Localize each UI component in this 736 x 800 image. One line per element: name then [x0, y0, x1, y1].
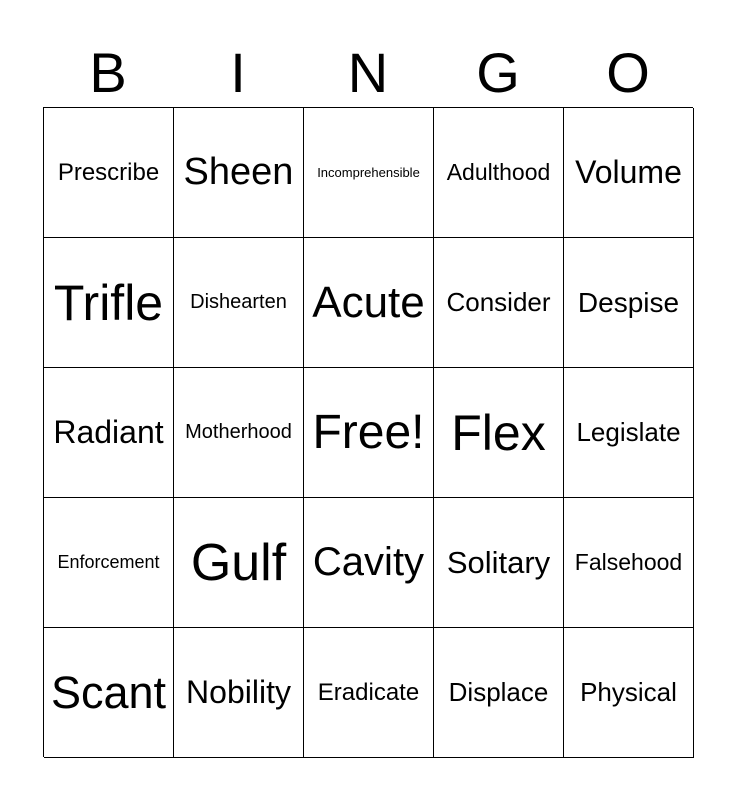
- bingo-cell[interactable]: Scant: [44, 628, 174, 758]
- bingo-cell[interactable]: Motherhood: [174, 368, 304, 498]
- bingo-cell[interactable]: Legislate: [564, 368, 694, 498]
- header-letter-b: B: [89, 41, 127, 104]
- header-letter-n: N: [347, 41, 389, 104]
- bingo-cell[interactable]: Prescribe: [44, 108, 174, 238]
- bingo-cell[interactable]: Volume: [564, 108, 694, 238]
- bingo-cell[interactable]: Nobility: [174, 628, 304, 758]
- bingo-cell[interactable]: Radiant: [44, 368, 174, 498]
- bingo-cell[interactable]: Eradicate: [304, 628, 434, 758]
- bingo-cell[interactable]: Falsehood: [564, 498, 694, 628]
- bingo-cell[interactable]: Adulthood: [434, 108, 564, 238]
- header-letter-i: I: [230, 41, 246, 104]
- bingo-cell[interactable]: Consider: [434, 238, 564, 368]
- header-letter-o: O: [606, 41, 650, 104]
- bingo-cell[interactable]: Flex: [434, 368, 564, 498]
- bingo-cell[interactable]: Displace: [434, 628, 564, 758]
- bingo-cell[interactable]: Physical: [564, 628, 694, 758]
- bingo-cell[interactable]: Dishearten: [174, 238, 304, 368]
- bingo-cell[interactable]: Sheen: [174, 108, 304, 238]
- bingo-board: [43, 107, 693, 757]
- bingo-cell-free[interactable]: Free!: [304, 368, 434, 498]
- bingo-cell[interactable]: Solitary: [434, 498, 564, 628]
- bingo-header: [43, 38, 693, 108]
- header-letter-g: G: [476, 41, 520, 104]
- bingo-cell[interactable]: Cavity: [304, 498, 434, 628]
- bingo-cell[interactable]: Acute: [304, 238, 434, 368]
- bingo-cell[interactable]: Enforcement: [44, 498, 174, 628]
- bingo-cell[interactable]: Gulf: [174, 498, 304, 628]
- bingo-cell[interactable]: Despise: [564, 238, 694, 368]
- bingo-cell[interactable]: Incomprehensible: [304, 108, 434, 238]
- bingo-cell[interactable]: Trifle: [44, 238, 174, 368]
